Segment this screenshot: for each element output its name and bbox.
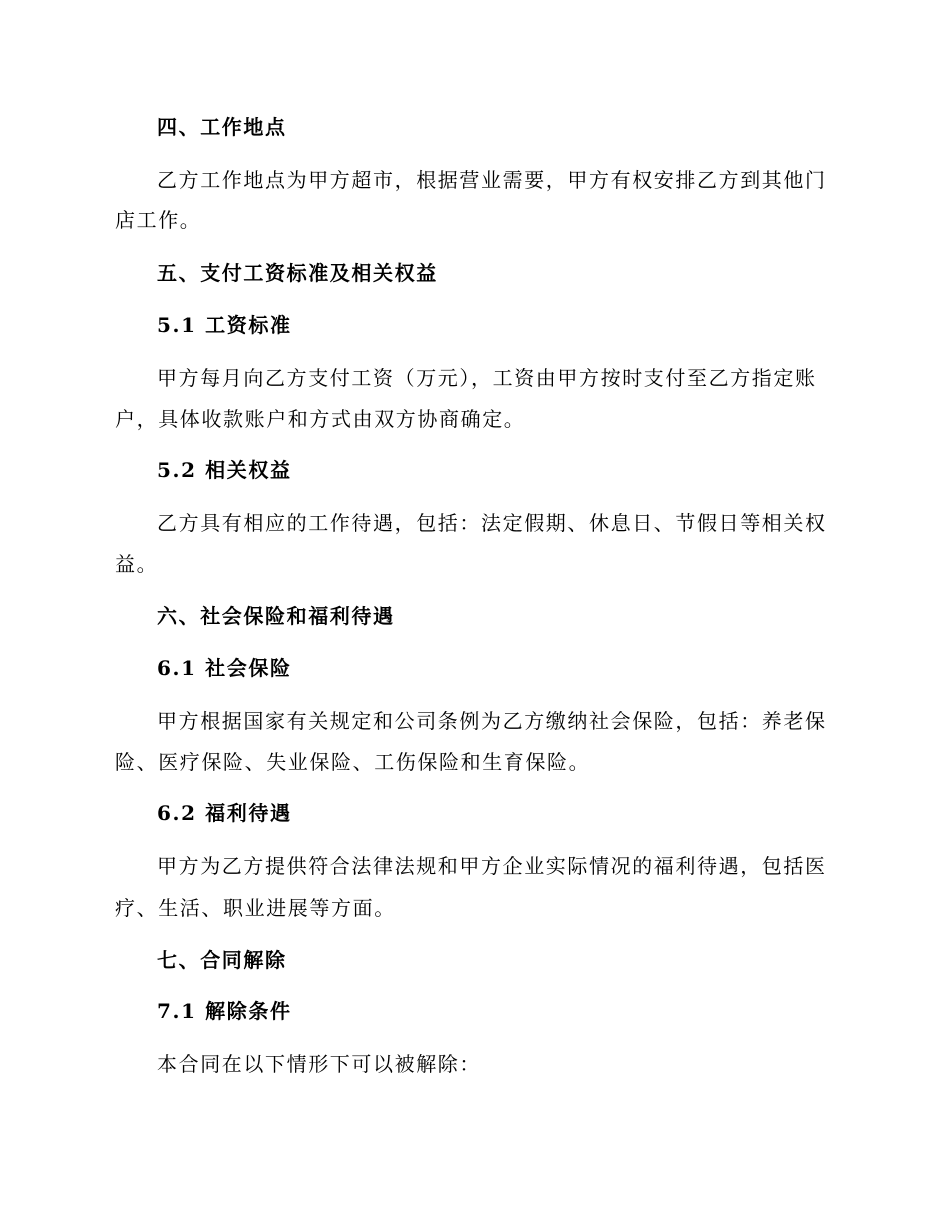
section-heading-6: 六、社会保险和福利待遇 xyxy=(157,604,395,628)
paragraph-line: 本合同在以下情形下可以被解除： xyxy=(157,1052,481,1076)
paragraph-line: 甲方每月向乙方支付工资（万元），工资由甲方按时支付至乙方指定账 xyxy=(157,366,817,390)
paragraph-line: 店工作。 xyxy=(115,208,202,232)
section-heading-5: 五、支付工资标准及相关权益 xyxy=(157,261,438,285)
paragraph-line: 益。 xyxy=(115,552,159,576)
subsection-heading-7-1: 7.1 解除条件 xyxy=(157,999,292,1023)
paragraph-line: 户，具体收款账户和方式由双方协商确定。 xyxy=(115,407,526,431)
subsection-heading-5-2: 5.2 相关权益 xyxy=(157,458,292,482)
paragraph-line: 甲方为乙方提供符合法律法规和甲方企业实际情况的福利待遇，包括医 xyxy=(157,854,827,878)
section-heading-7: 七、合同解除 xyxy=(157,948,287,972)
paragraph-line: 疗、生活、职业进展等方面。 xyxy=(115,896,396,920)
subsection-heading-6-2: 6.2 福利待遇 xyxy=(157,801,292,825)
section-heading-4: 四、工作地点 xyxy=(157,115,287,139)
paragraph-line: 甲方根据国家有关规定和公司条例为乙方缴纳社会保险，包括：养老保 xyxy=(157,709,827,733)
subsection-heading-6-1: 6.1 社会保险 xyxy=(157,656,292,680)
paragraph-line: 乙方工作地点为甲方超市，根据营业需要，甲方有权安排乙方到其他门 xyxy=(157,168,827,192)
paragraph-line: 乙方具有相应的工作待遇，包括：法定假期、休息日、节假日等相关权 xyxy=(157,511,827,535)
subsection-heading-5-1: 5.1 工资标准 xyxy=(157,313,292,337)
paragraph-line: 险、医疗保险、失业保险、工伤保险和生育保险。 xyxy=(115,750,591,774)
